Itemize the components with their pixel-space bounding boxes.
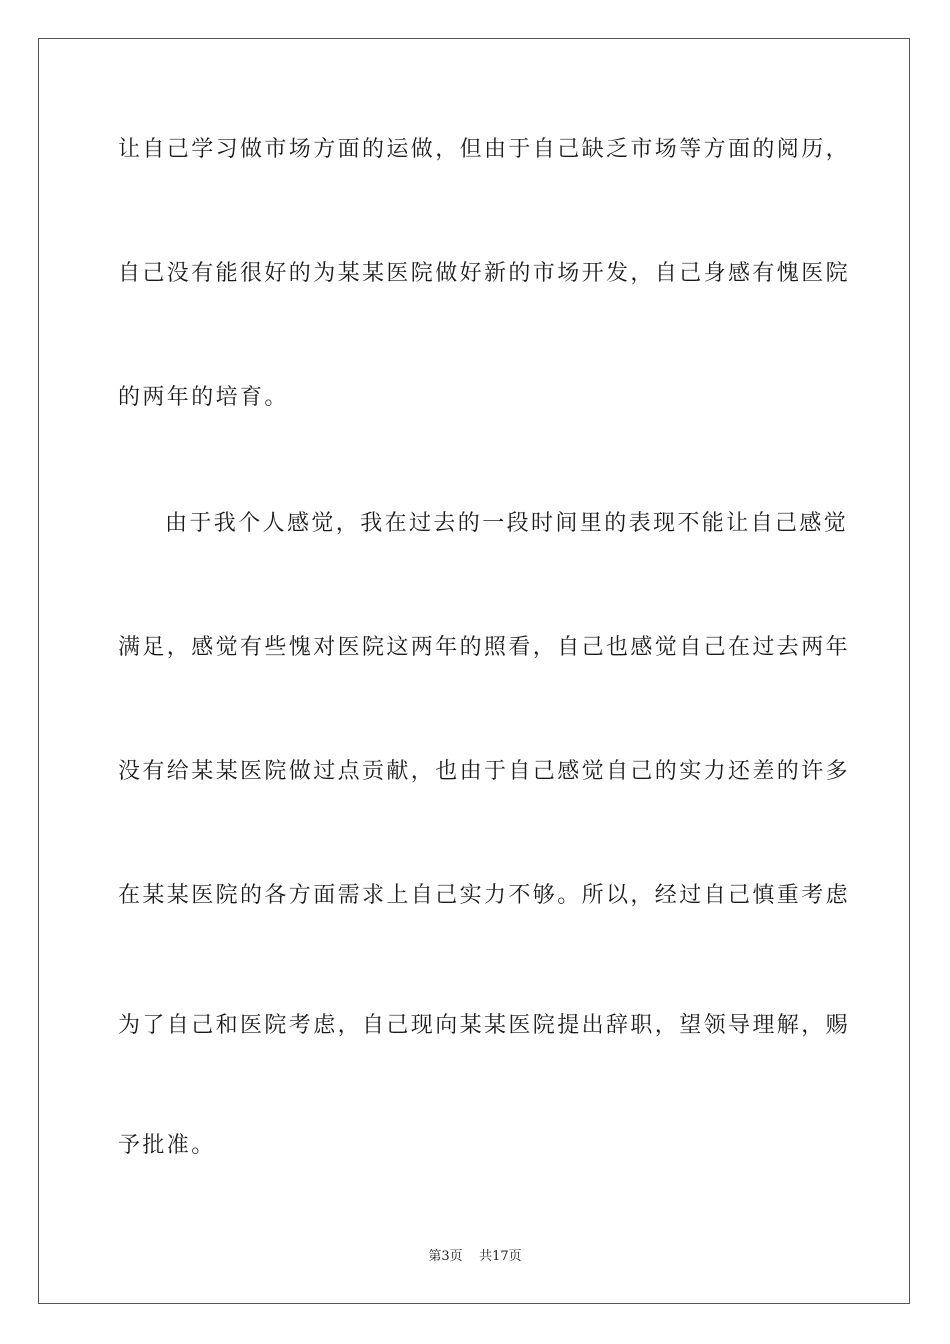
body-text-line: 予批准。 [118, 1133, 216, 1158]
body-text-line: 在某某医院的各方面需求上自己实力不够。所以，经过自己慎重考虑 [118, 883, 851, 908]
body-text-line: 自己没有能很好的为某某医院做好新的市场开发，自己身感有愧医院 [118, 261, 851, 286]
body-text-line: 让自己学习做市场方面的运做，但由于自己缺乏市场等方面的阅历， [118, 137, 851, 162]
paragraph-first-line: 由于我个人感觉，我在过去的一段时间里的表现不能让自己感觉 [165, 511, 849, 536]
body-text-line: 的两年的培育。 [118, 385, 289, 410]
body-text-line: 为了自己和医院考虑，自己现向某某医院提出辞职，望领导理解，赐 [118, 1013, 851, 1038]
page-number-footer: 第3页 共17页 [428, 1249, 522, 1264]
page-border [38, 38, 910, 1304]
body-text-line: 没有给某某医院做过点贡献，也由于自己感觉自己的实力还差的许多 [118, 759, 851, 784]
body-text-line: 满足，感觉有些愧对医院这两年的照看，自己也感觉自己在过去两年 [118, 635, 851, 660]
